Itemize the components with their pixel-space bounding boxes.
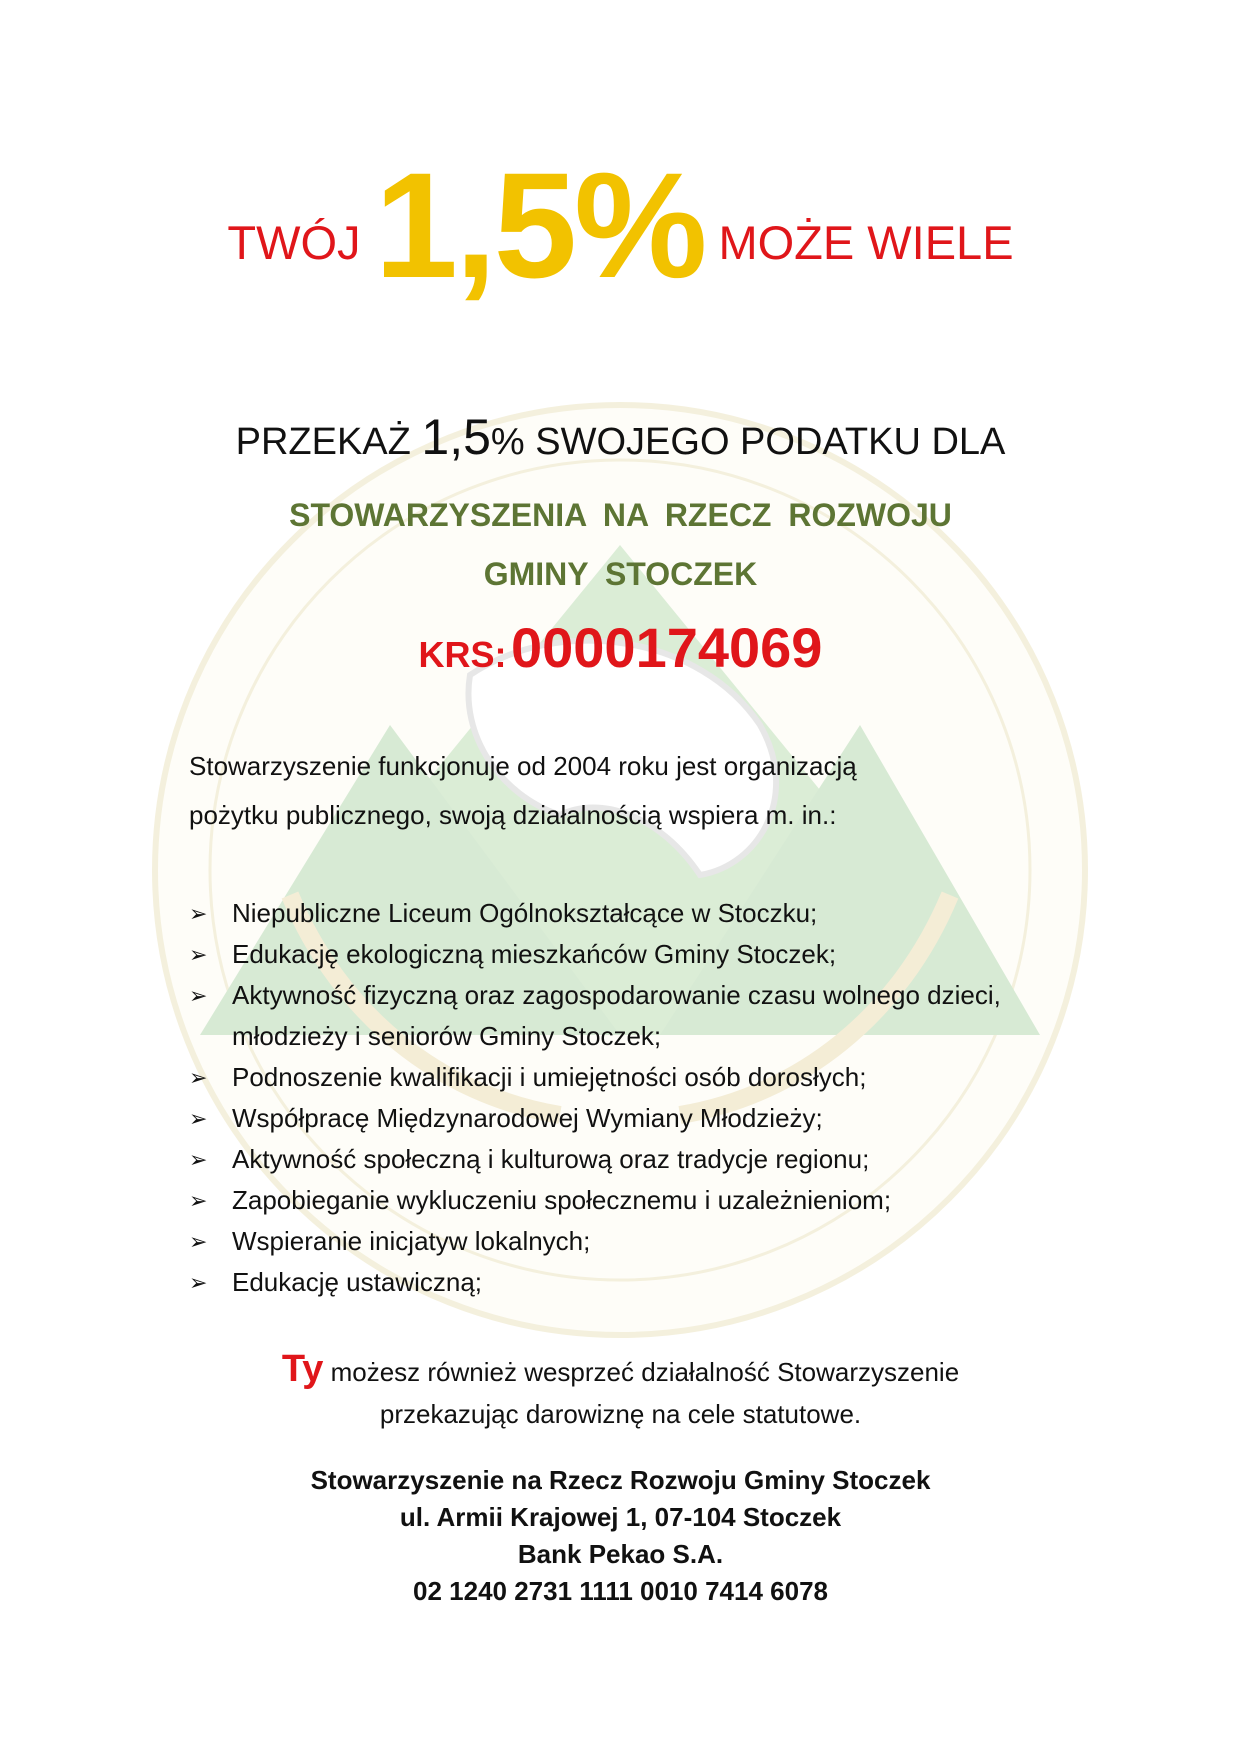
krs-value: 0000174069 [511,616,823,679]
intro-line-2: pożytku publicznego, swoją działalnością wspiera m. in.: [189,800,837,830]
list-item: ➢ Podnoszenie kwalifikacji i umiejętności osób dorosłych; [189,1057,1069,1098]
contact-address: ul. Armii Krajowej 1, 07-104 Stoczek [399,1502,842,1532]
contact-block [0,1462,1241,1610]
headline-left: TWÓJ [227,216,361,269]
intro-line-1: Stowarzyszenie funkcjonuje od 2004 roku jest organizacją [189,751,857,781]
subheading [0,408,1241,466]
arrow-bullet-icon: ➢ [189,1229,208,1254]
list-item: ➢ Współpracę Międzynarodowej Wymiany Młodzieży; [189,1098,1069,1139]
intro-paragraph [189,742,1089,840]
appeal-line-1: możesz również wesprzeć działalność Stowarzyszenie [323,1357,960,1387]
organization-line-1: STOWARZYSZENIA NA RZECZ ROZWOJU [289,497,952,533]
contact-name: Stowarzyszenie na Rzecz Rozwoju Gminy Stoczek [310,1465,931,1495]
arrow-bullet-icon: ➢ [189,983,208,1008]
arrow-bullet-icon: ➢ [189,942,208,967]
headline [0,141,1241,309]
appeal-ty: Ty [281,1348,324,1390]
arrow-bullet-icon: ➢ [189,1106,208,1131]
arrow-bullet-icon: ➢ [189,1147,208,1172]
contact-account-number: 02 1240 2731 1111 0010 7414 6078 [413,1576,828,1606]
appeal-line-2: przekazując darowiznę na cele statutowe. [379,1399,862,1429]
headline-right: MOŻE WIELE [718,216,1014,269]
subheading-post: % SWOJEGO PODATKU DLA [490,421,1006,463]
contact-bank: Bank Pekao S.A. [517,1539,724,1569]
organization-line-2: GMINY STOCZEK [483,556,758,592]
headline-percent: 1,5% [374,141,705,309]
list-item: ➢ Wspieranie inicjatyw lokalnych; [189,1221,1069,1262]
krs-label: KRS: [418,634,507,675]
list-item: ➢ Aktywność fizyczną oraz zagospodarowanie czasu wolnego dzieci, młodzieży i seniorów Gminy Stoczek; [189,975,1069,1057]
list-item: ➢ Niepubliczne Liceum Ogólnokształcące w Stoczku; [189,893,1069,934]
list-item: ➢ Aktywność społeczną i kulturową oraz tradycje regionu; [189,1139,1069,1180]
subheading-number: 1,5 [421,409,491,465]
arrow-bullet-icon: ➢ [189,901,208,926]
subheading-pre: PRZEKAŻ [235,421,422,463]
arrow-bullet-icon: ➢ [189,1188,208,1213]
activities-list [189,893,1069,1303]
list-item: ➢ Edukację ustawiczną; [189,1262,1069,1303]
list-item: ➢ Zapobieganie wykluczeniu społecznemu i uzależnieniom; [189,1180,1069,1221]
list-item: ➢ Edukację ekologiczną mieszkańców Gminy Stoczek; [189,934,1069,975]
arrow-bullet-icon: ➢ [189,1270,208,1295]
appeal-paragraph [0,1348,1241,1435]
arrow-bullet-icon: ➢ [189,1065,208,1090]
krs-number [0,615,1241,680]
